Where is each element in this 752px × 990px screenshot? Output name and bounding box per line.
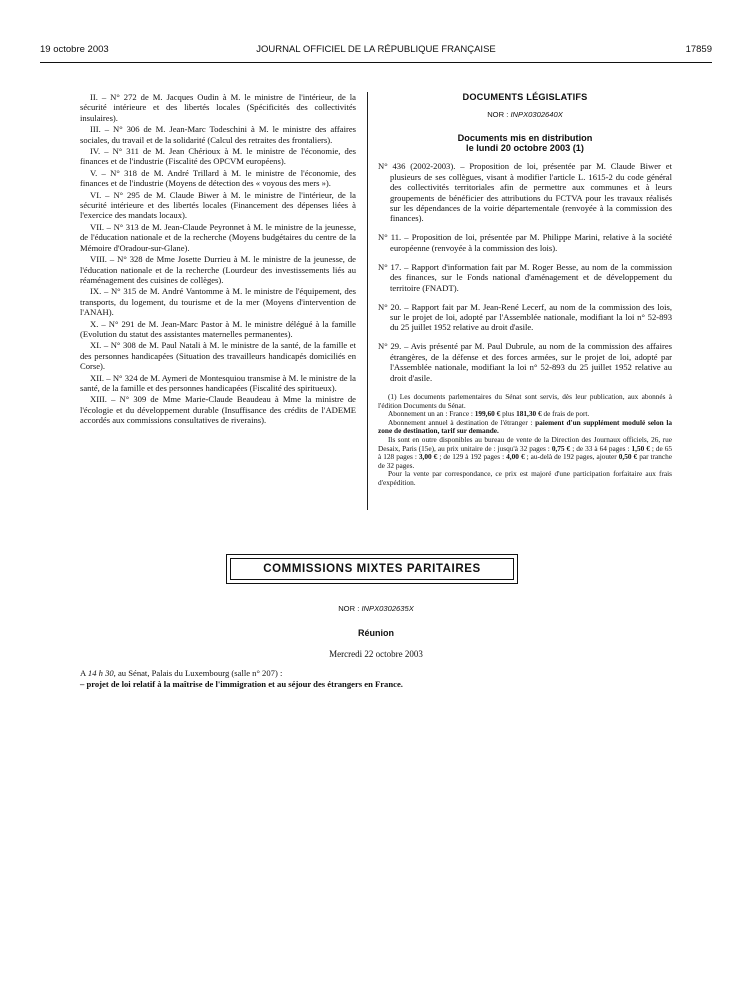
document-entry: N° 17. – Rapport d'information fait par M. Roger Besse, au nom de la commission des finances, sur le Fonds national d'aménagement et de développement du territoire (FNADT). (378, 261, 672, 293)
question-item: XII. – N° 324 de M. Aymeri de Montesquiou transmise à M. le ministre de la santé, de la famille et des personnes handicapées (Fiscalité des spiritueux). (80, 372, 356, 393)
question-item: III. – N° 306 de M. Jean-Marc Todeschini à M. le ministre des affaires sociales, du travail et de la solidarité (Calcul des retraites des frontaliers). (80, 124, 356, 145)
footnote: Pour la vente par correspondance, ce prix est majoré d'une participation forfaitaire aux frais d'expédition. (378, 469, 672, 488)
question-item: X. – N° 291 de M. Jean-Marc Pastor à M. le ministre délégué à la famille (Evolution du statut des assistantes maternelles permanentes). (80, 318, 356, 339)
footnote: (1) Les documents parlementaires du Sénat sont servis, dès leur publication, aux abonnés à l'édition Documents du Sénat. (378, 392, 672, 410)
distribution-title-line: le lundi 20 octobre 2003 (1) (466, 142, 584, 153)
reunion-heading: Réunion (358, 628, 394, 638)
question-item: II. – N° 272 de M. Jacques Oudin à M. le ministre de l'intérieur, de la sécurité intérieure et des libertés locales (Spécificités des collectivités insulaires). (80, 92, 356, 123)
header-date: 19 octobre 2003 (40, 44, 109, 55)
nor-code: INPX0302640X (510, 110, 563, 120)
question-item: VI. – N° 295 de M. Claude Biwer à M. le ministre de l'intérieur, de la sécurité intérieure et des libertés locales (Financement des dépenses liées à l'exercice des mandats locaux). (80, 189, 356, 221)
footnote-subscription: Abonnement un an : France : 199,60 € plus 181,30 € de frais de port. (388, 409, 590, 419)
question-item: IX. – N° 315 de M. André Vantomme à M. le ministre de l'équipement, des transports, du logement, du tourisme et de la mer (Moyens d'intervention de l'ANAH). (80, 286, 356, 318)
nor-label: NOR : (487, 110, 509, 120)
question-item: XI. – N° 308 de M. Paul Natali à M. le ministre de la santé, de la famille et des personnes handicapées (Situation des travailleurs handicapés domiciliés en Corse). (80, 340, 356, 372)
documents-column (378, 92, 672, 488)
session-details (80, 668, 680, 689)
distribution-title (378, 133, 672, 153)
nor-label: NOR : (338, 604, 360, 613)
header-title: JOURNAL OFFICIEL DE LA RÉPUBLIQUE FRANÇAISE (256, 44, 496, 55)
question-item: V. – N° 318 de M. André Trillard à M. le ministre de l'économie, des finances et de l'industrie (Moyens de détection des « voyous des mers »). (80, 167, 356, 189)
page-header (40, 44, 712, 58)
footnote-prices: Ils sont en outre disponibles au bureau de vente de la Direction des Journaux officiels, 26, rue Desaix, Paris (15e), au prix unitaire de : jusqu'à 32 pages : 0,75 € ; de 33 à 64 pages : 1,50 € ; de 65 à 128 pages : 3,00 € ; de 129 à 192 pages : 4,00 € ; au-delà de 192 pages, ajouter 0,50 € par tranche de 32 pages. (378, 435, 673, 470)
distribution-title-line: Documents mis en distribution (457, 132, 593, 143)
footnotes (378, 393, 672, 488)
column-divider (367, 92, 368, 510)
documents-nor (378, 110, 672, 120)
session-location: A 14 h 30, au Sénat, Palais du Luxembourg (salle n° 207) : (80, 668, 283, 678)
document-entry: N° 29. – Avis présenté par M. Paul Dubrule, au nom de la commission des affaires étrangères, de la défense et des forces armées, sur le projet de loi, adopté par l'Assemblée nationale, modifiant la loi n° 52-893 du 25 juillet 1952 relative au droit d'asile. (378, 341, 672, 383)
header-page-number: 17859 (685, 44, 712, 55)
reunion-date: Mercredi 22 octobre 2003 (329, 649, 423, 659)
document-entry: N° 11. – Proposition de loi, présentée par M. Philippe Marini, relative à la société européenne (renvoyée à la commission des lois). (378, 232, 672, 253)
header-rule (40, 62, 712, 63)
session-project: – projet de loi relatif à la maîtrise de l'immigration et au séjour des étrangers en France. (80, 678, 403, 689)
footnote-foreign: Abonnement annuel à destination de l'étranger : paiement d'un supplément modulé selon la zone de destination, tarif sur demande. (378, 417, 672, 436)
commissions-title: COMMISSIONS MIXTES PARITAIRES (230, 558, 514, 580)
question-item: XIII. – N° 309 de Mme Marie-Claude Beaudeau à Mme la ministre de l'écologie et du développement durable (Insuffisance des crédits de l'ADEME accordés aux commissions consultatives de riverains). (80, 394, 356, 426)
questions-column (80, 92, 356, 427)
nor-code: INPX0302635X (361, 604, 414, 613)
document-entry: N° 20. – Rapport fait par M. Jean-René Lecerf, au nom de la commission des lois, sur le projet de loi, adopté par l'Assemblée nationale, modifiant la loi n° 52-893 du 25 juillet 1952 relative au droit d'asile. (378, 301, 672, 333)
documents-title: DOCUMENTS LÉGISLATIFS (462, 92, 588, 102)
question-item: VII. – N° 313 de M. Jean-Claude Peyronnet à M. le ministre de la jeunesse, de l'éducation nationale et de la recherche (Moyens budgétaires du centre de la Mémoire d'Oradour-sur-Glane). (80, 221, 356, 253)
commissions-title-box (226, 554, 518, 584)
commissions-nor (0, 604, 752, 613)
question-item: IV. – N° 311 de M. Jean Chérioux à M. le ministre de l'économie, des finances et de l'industrie (Fiscalité des OPCVM européens). (80, 146, 356, 167)
document-entry: N° 436 (2002-2003). – Proposition de loi, présentée par M. Claude Biwer et plusieurs de ses collègues, visant à modifier l'article L. 1615-2 du code général des collectivités territoriales afin de permettre aux communes et à leurs groupements de bénéficier des attributions du FCTVA pour les travaux réalisés sur les dépendances de la voirie départementale (renvoyée à la commission des finances). (378, 161, 672, 224)
question-item: VIII. – N° 328 de Mme Josette Durrieu à M. le ministre de la jeunesse, de l'éducation nationale et de la recherche (Lourdeur des investissements liés au réaménagement des cuisines de collèges). (80, 254, 356, 285)
